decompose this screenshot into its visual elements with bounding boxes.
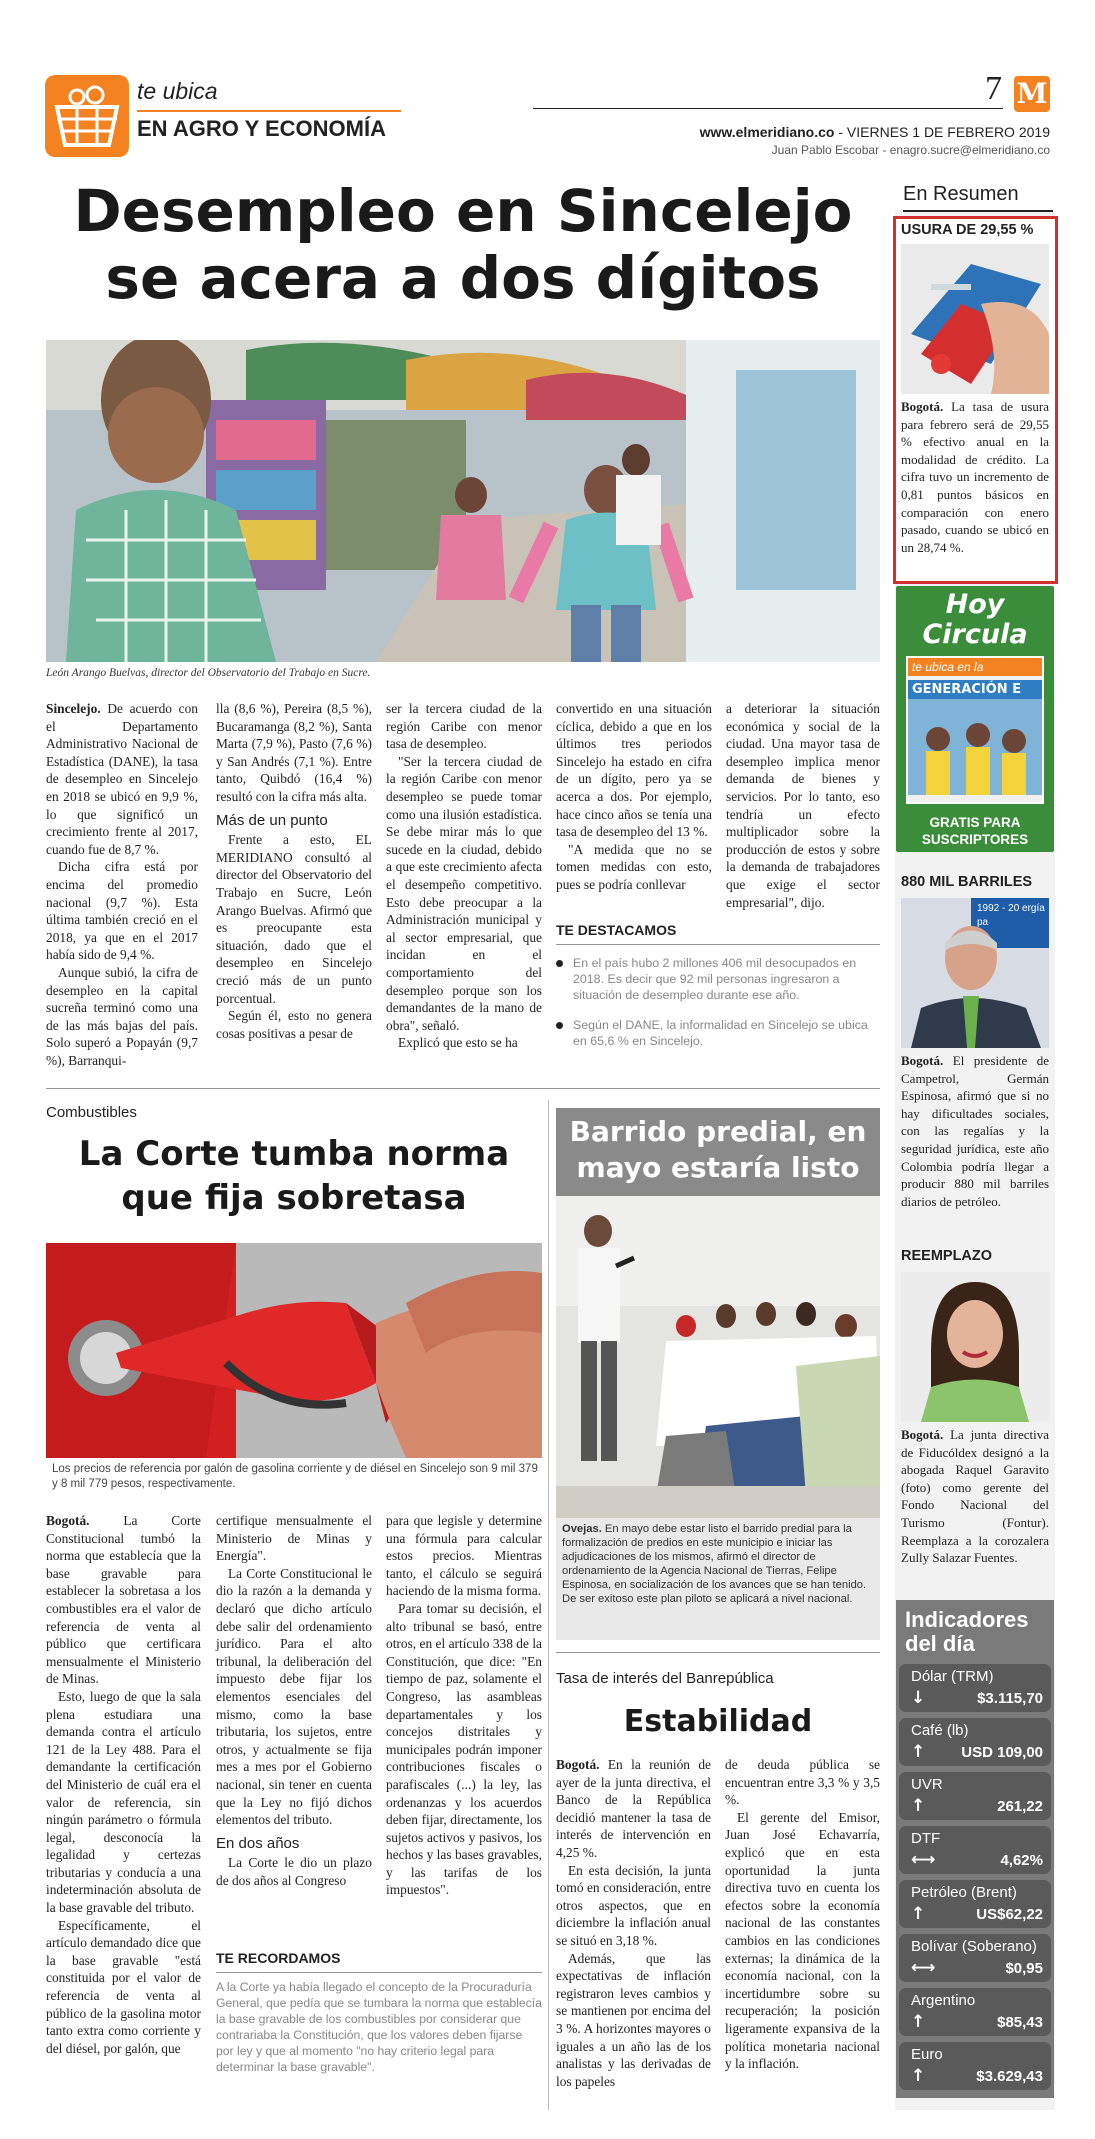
indicator-dtf [899, 1826, 1051, 1874]
corte-photo [46, 1243, 542, 1458]
main-col3-p3: Explicó que esto se ha [398, 1035, 518, 1051]
date: - VIERNES 1 DE FEBRERO 2019 [834, 124, 1050, 140]
destacamos-text-2: Según el DANE, la informalidad en Sincelejo se ubica en 65,6 % en Sincelejo. [573, 1018, 868, 1048]
main-headline-line2: se acera a dos dígitos [105, 244, 821, 312]
reemplazo-photo [901, 1272, 1049, 1422]
corte-col1-p1: La Corte Constitucional tumbó la norma que establecía que la base gravable para establecer la sobretasa a los combustibles era el valor de referencia de venta al público que certificara mensualmente el Ministerio de Minas. [46, 1513, 201, 1687]
indicator-value: $3.629,43 [976, 2068, 1043, 2085]
indicator-label: DTF [911, 1830, 941, 1847]
logo-m [1014, 76, 1050, 112]
bullet-icon [556, 960, 563, 967]
indicadores-title [905, 1608, 1028, 1656]
corte-col1-p2: Esto, luego de que la sala plena estudiara una demanda contra el artículo 121 de la Ley 488. Para el demandante la certificación del Ministerio de cuál era el valor de referencia, sin ningún parámetro o fórmula legal, desconocía la legalidad y certezas tributarias y conducía a una indeterminación absoluta de la base gravable del tributo. [46, 1688, 201, 1916]
arrow-down-icon: ↓ [911, 1688, 926, 1708]
corte-headline-line2: que fija sobretasa [121, 1178, 467, 1218]
credit-card-image [901, 244, 1049, 394]
reemplazo-title: REEMPLAZO [901, 1248, 993, 1264]
barriles-photo [901, 898, 1049, 1048]
banrep-col2-p2: El gerente del Emisor, Juan José Echavarría, explicó que en esta oportunidad la junta directiva tuvo en cuenta los efectos sobre la economía nacional de las constantes cambios en las condiciones externas; la dinámica de la economía nacional, con la incertidumbre sobre su recuperación; la posición ligeramente expansiva de la política monetaria nacional y la inflación. [725, 1809, 880, 2072]
arrow-up-icon: ↑ [911, 1742, 926, 1762]
main-dateline: Sincelejo. [46, 701, 101, 716]
indicator-dolar [899, 1664, 1051, 1712]
corte-col2-p1: certifique mensualmente el Ministerio de Minas y Energía". [216, 1513, 372, 1564]
main-col1-p2: Dicha cifra está por encima del promedio nacional (9,7 %). Esta última también creció en el 2018, ya que en el 2017 había sido de 9,4 %. [46, 859, 198, 963]
indicator-label: Argentino [911, 1992, 976, 2009]
indicator-euro [899, 2042, 1051, 2090]
hoy-circula-line1: Hoy [945, 589, 1005, 620]
magazine-cover-image [908, 699, 1042, 795]
predial-divider [548, 1100, 549, 2110]
author-line: Juan Pablo Escobar - enagro.sucre@elmeridiano.co [771, 143, 1050, 157]
arrow-up-icon: ↑ [911, 1904, 926, 1924]
indicator-bolivar [899, 1934, 1051, 1982]
recordamos-rule [216, 1972, 542, 1973]
hoy-circula-line2: Circula [922, 619, 1028, 650]
basket-icon [45, 75, 129, 157]
banrep-col-1 [556, 1756, 711, 2090]
main-col-2 [216, 700, 372, 1042]
header-rule [533, 108, 1003, 109]
raquel-garavito-image [901, 1272, 1049, 1422]
section-rule [46, 1088, 880, 1089]
indicator-label: Petróleo (Brent) [911, 1884, 1017, 1901]
indicadores-title-line1: Indicadores [905, 1607, 1029, 1632]
corte-col3-p1: para que legisle y determine una fórmula para calcular estos precios. Mientras tanto, el cálculo se seguirá haciendo de la misma forma. [386, 1513, 542, 1599]
section-big-title: EN AGRO Y ECONOMÍA [137, 116, 386, 141]
destacamos-box [556, 922, 880, 1063]
indicator-petroleo [899, 1880, 1051, 1928]
destacamos-item-2 [556, 1017, 880, 1049]
magazine-cover[interactable] [906, 656, 1044, 804]
indicator-label: Café (lb) [911, 1722, 969, 1739]
indicator-value: $85,43 [997, 2014, 1043, 2031]
main-col4-p1: convertido en una situación cíclica, debido a que en los últimos tres periodos Sincelejo ha estado en cifra de un dígito, pero ya se acerca a dos. Por ejemplo, hace cinco años se tenía una tasa de desempleo del 13 %. [556, 701, 712, 840]
corte-dateline: Bogotá. [46, 1513, 90, 1528]
corte-col-2 [216, 1512, 372, 1889]
indicator-value: 4,62% [1000, 1852, 1043, 1869]
main-photo-caption: León Arango Buelvas, director del Observatorio del Trabajo en Sucre. [46, 667, 371, 679]
barriles-text [901, 1052, 1049, 1210]
sidebar-title: En Resumen [903, 183, 1019, 205]
banrep-col-2 [725, 1756, 880, 2073]
indicator-label: UVR [911, 1776, 943, 1793]
corte-headline-line1: La Corte tumba norma [78, 1134, 510, 1174]
banrep-kicker: Tasa de interés del Banrepública [556, 1670, 774, 1687]
website[interactable]: www.elmeridiano.co [699, 124, 835, 140]
section-logo [45, 75, 129, 157]
usura-title: USURA DE 29,55 % [901, 222, 1034, 238]
corte-col2-p3: La Corte le dio un plazo de dos años al Congreso [216, 1855, 372, 1888]
predial-caption-lead: Ovejas. [562, 1523, 602, 1535]
usura-text [901, 398, 1049, 556]
reemplazo-body: La junta directiva de Fiducóldex designó a la abogada Raquel Garavito (foto) como gerente del Fondo Nacional del Turismo (Fontur). Reemplaza a la corozalera Zully Salazar Fuentes. [901, 1427, 1049, 1566]
indicator-value: USD 109,00 [961, 1744, 1043, 1761]
main-col1-p1: De acuerdo con el Departamento Administrativo Nacional de Estadística (DANE), la tasa de desempleo en Sincelejo en 2018 se ubicó en 9,9 %, lo que significó un crecimiento frente al 2017, cuando fue de 8,7 %. [46, 701, 198, 857]
banrep-col1-p3: Además, que las expectativas de inflación registraron leves cambios y se mantienen por encima del 3 %. A horizontes mayores o iguales a un año las de los analistas y las derivadas de los papeles [556, 1950, 711, 2089]
usura-dateline: Bogotá. [901, 399, 944, 414]
barriles-body: El presidente de Campetrol, Germán Espinosa, afirmó que si no hay dificultades sociales, con las regalías y la seguridad jurídica, este año Colombia podría llegar a producir 880 mil barriles diarios de petróleo. [901, 1053, 1049, 1209]
indicator-label: Dólar (TRM) [911, 1668, 994, 1685]
recordamos-text: A la Corte ya había llegado el concepto de la Procuraduría General, que pedía que se tumbara la norma que establecía la base gravable de los combustibles por considerar que contrariaba la Constitución, que los valores deben fijarse por ley y que al momento "no hay criterio legal para determinar la base gravable". [216, 1980, 542, 2074]
dateline [700, 124, 1050, 140]
main-col3-p2: "Ser la tercera ciudad de la región Caribe con menor desempleo se puede tomar como una ilusión estadística. Se debe mirar más lo que sucede en la ciudad, debido a que este crecimiento afecta el desempeño competitivo. Esto debe preocupar a la Administración municipal y al sector empresarial, que incidan en el comportamiento del desempleo porque son los demandantes de la mano de obra", señaló. [386, 753, 542, 1033]
usura-photo [901, 244, 1049, 394]
arrow-up-icon: ↑ [911, 2066, 926, 2086]
corte-headline [46, 1132, 542, 1220]
sidebar-title-rule [903, 210, 1053, 212]
reemplazo-dateline: Bogotá. [901, 1427, 944, 1442]
hoy-circula-box [896, 586, 1054, 852]
arrow-both-icon: ⟷ [911, 1850, 936, 1870]
indicator-value: US$62,22 [976, 1906, 1043, 1923]
indicator-argentino [899, 1988, 1051, 2036]
corte-col-3 [386, 1512, 542, 1899]
destacamos-rule [556, 944, 880, 945]
market-scene-image [46, 340, 880, 662]
banrep-col1-p1: En la reunión de ayer de la junta directiva, el Banco de la República decidió mantener la tasa de interés de intervención en 4,25 %. [556, 1757, 711, 1860]
corte-photo-caption: Los precios de referencia por galón de gasolina corriente y de diésel en Sincelejo son 9 mil 379 y 8 mil 779 pesos, respectivamente. [52, 1463, 538, 1490]
corte-col-1 [46, 1512, 201, 2057]
arrow-up-icon: ↑ [911, 1796, 926, 1816]
hoy-circula-title [896, 586, 1054, 650]
main-headline [38, 178, 888, 312]
main-col2-p3: Según él, esto no genera cosas positivas a pesar de [216, 1008, 372, 1041]
corte-kicker: Combustibles [46, 1104, 137, 1121]
predial-headline [556, 1108, 880, 1196]
main-col3-p1: ser la tercera ciudad de la región Caribe con menor tasa de desempleo. [386, 701, 542, 752]
predial-headline-line2: mayo estaría listo [576, 1151, 860, 1184]
indicator-value: $3.115,70 [977, 1690, 1043, 1707]
logo-letter: M [1016, 77, 1048, 110]
page-number: 7 [985, 70, 1002, 107]
usura-body: La tasa de usura para febrero será de 29,55 % efectivo anual en la modalidad de crédito. La cifra tuvo un incremento de 0,81 puntos básicos en comparación con enero pasado, cuando se ubicó en un 28,74 %. [901, 399, 1049, 555]
corte-col1-p3: Específicamente, el artículo demandado dice que la base gravable "está constituida por el valor de referencia de venta al público de la gasolina motor tanto extra como corriente y del diésel, por galón, que [46, 1917, 201, 2056]
indicator-value: $0,95 [1005, 1960, 1043, 1977]
predial-headline-line1: Barrido predial, en [569, 1115, 867, 1148]
section-small-title: te ubica [137, 78, 218, 104]
predial-caption-text: En mayo debe estar listo el barrido predial para la formalización de predios en este municipio e iniciar las adjudicaciones de los mismos, afirmó el director de ordenamiento de la Agencia Nacional de Tierras, Felipe Espinosa, en socialización de los avances que se han tenido. De ser exitoso este plan piloto se aplicará a nivel nacional. [562, 1523, 867, 1605]
indicator-label: Bolívar (Soberano) [911, 1938, 1037, 1955]
indicator-uvr [899, 1772, 1051, 1820]
banrep-col1-p2: En esta decisión, la junta tomó en consideración, entre otros aspectos, que en diciembre la inflación anual se situó en 3,18 %. [556, 1862, 711, 1948]
predial-box [556, 1108, 880, 1640]
predial-photo [556, 1196, 880, 1518]
main-col-5 [726, 700, 880, 911]
corte-subhead: En dos años [216, 1834, 300, 1852]
magazine-brand: te ubica en la [908, 658, 1042, 676]
fuel-nozzle-image [46, 1243, 542, 1458]
main-col4-p2: "A medida que no se tomen medidas con esto, pues se podría conllevar [556, 841, 712, 892]
main-col2-p2: Frente a esto, EL MERIDIANO consultó al director del Observatorio del Trabajo en Sucre, León Arango Buelvas. Afirmó que es preocupante esta situación, dado que el desempleo en Sincelejo creció más de un punto porcentual. [216, 832, 372, 1006]
indicator-value: 261,22 [997, 1798, 1043, 1815]
section-divider [137, 110, 401, 112]
destacamos-text-1: En el país hubo 2 millones 406 mil desocupados en 2018. Es decir que 92 mil personas ingresaron a situación de desempleo durante ese año. [573, 956, 857, 1002]
recordamos-box [216, 1950, 542, 2075]
corte-col3-p2: Para tomar su decisión, el alto tribunal se basó, entre otros, en el artículo 338 de la Constitución, que dice: "En tiempo de paz, solamente el Congreso, las asambleas departamentales y los concejos distritales y municipales podrán imponer contribuciones fiscales o parafiscales (...) la ley, las ordenanzas y los acuerdos deben fijar, directamente, los sujetos activos y pasivos, los hechos y las bases gravables, y las tarifas de los impuestos". [386, 1600, 542, 1898]
main-col2-p1: lla (8,6 %), Pereira (8,5 %), Bucaramanga (8,2 %), Santa Marta (7,9 %), Pasto (7,6 %) y San Andrés (7,1 %). Entre tanto, Quibdó (16,4 %) resultó con la cifra más alta. [216, 701, 372, 804]
banrep-col2-p1: de deuda pública se encuentran entre 3,3 % y 3,5 %. [725, 1757, 880, 1808]
bullet-icon [556, 1022, 563, 1029]
barriles-dateline: Bogotá. [901, 1053, 944, 1068]
main-col-4 [556, 700, 712, 894]
main-col5-p1: a deteriorar la situación económica y social de la ciudad. Una mayor tasa de desempleo implica menor demanda de bienes y servicios. Por lo tanto, eso tendría un efecto multiplicador sobre la producción de estos y sobre la demanda de trabajadores que exige el sector empresarial", dijo. [726, 701, 880, 910]
predial-caption [556, 1518, 880, 1610]
banrep-dateline: Bogotá. [556, 1757, 600, 1772]
destacamos-title: TE DESTACAMOS [556, 922, 677, 938]
main-col1-p3: Aunque subió, la cifra de desempleo en la capital sucreña terminó como una de las más bajas del país. Solo superó a Popayán (9,7 %), Barranqui- [46, 964, 198, 1068]
magazine-title: GENERACIÓN E [908, 680, 1042, 699]
main-col-1 [46, 700, 198, 1069]
barriles-title: 880 MIL BARRILES [901, 874, 1033, 890]
banrep-top-rule [556, 1652, 880, 1653]
main-photo [46, 340, 880, 662]
indicadores-title-line2: del día [905, 1631, 975, 1656]
destacamos-item-1 [556, 955, 880, 1003]
recordamos-title: TE RECORDAMOS [216, 1950, 341, 1966]
banrep-headline: Estabilidad [623, 1704, 813, 1739]
arrow-both-icon: ⟷ [911, 1958, 936, 1978]
corte-col2-p2: La Corte Constitucional le dio la razón a la demanda y declaró que dicho artículo debe salir del ordenamiento jurídico. Para el alto tribunal, la deliberación del impuesto debe fijar los elementos esenciales del mismo, como la base tributaria, los sujetos, entre otros, y actualmente se fija mes a mes por el Gobierno nacional, sin tener en cuenta que la Ley no fijó dichos elementos del tributo. [216, 1565, 372, 1828]
barriles-photo-text: 1992 - 20 ergía pa [977, 903, 1045, 928]
hoy-circula-footer: GRATIS PARA SUSCRIPTORES [921, 815, 1029, 847]
main-headline-line1: Desempleo en Sincelejo [73, 177, 853, 245]
meeting-scene-image [556, 1196, 880, 1518]
indicator-cafe [899, 1718, 1051, 1766]
main-subhead-1: Más de un punto [216, 811, 328, 829]
main-col-3 [386, 700, 542, 1052]
indicator-label: Euro [911, 2046, 943, 2063]
arrow-up-icon: ↑ [911, 2012, 926, 2032]
reemplazo-text [901, 1426, 1049, 1567]
